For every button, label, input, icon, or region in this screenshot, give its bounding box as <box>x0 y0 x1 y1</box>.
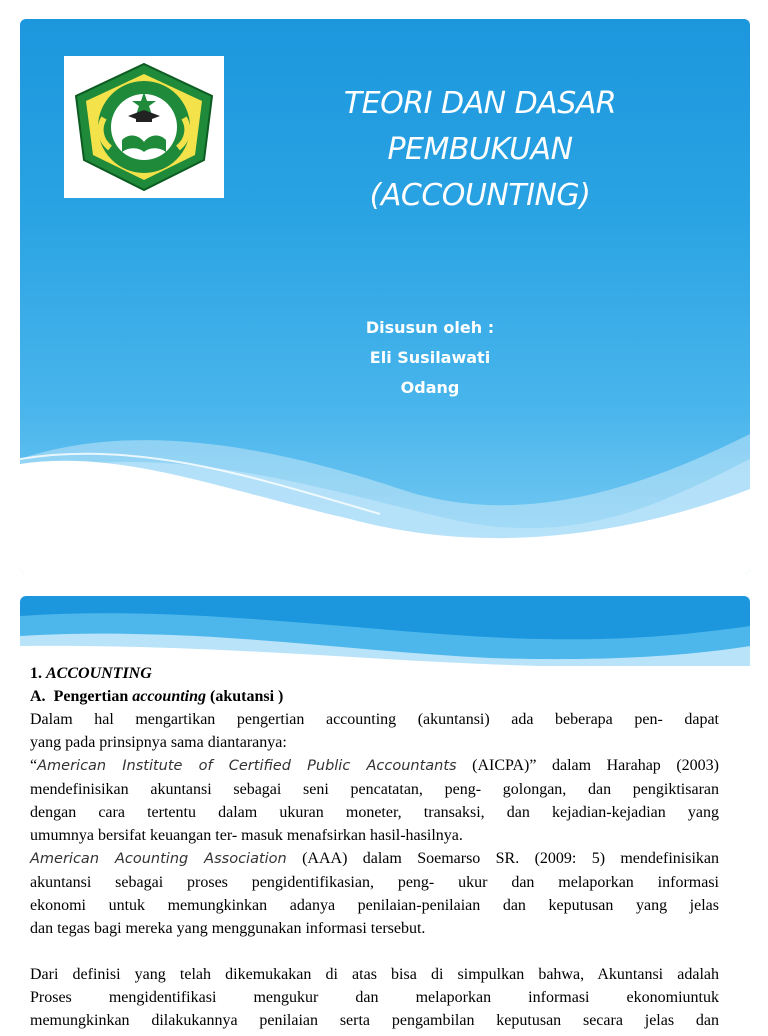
paragraph-line: memungkinkan dilakukannya penilaian serta pengambilan keputusan secara jelas dan <box>30 1012 719 1029</box>
paragraph-line: Dalam hal mengartikan pengertian accounting (akuntansi) ada beberapa pen- dapat <box>30 711 719 728</box>
paragraph-line: akuntansi sebagai proses pengidentifikasian, peng- ukur dan melaporkan informasi <box>30 874 719 891</box>
paragraph-line: dengan cara tertentu dalam ukuran moneter, transaksi, dan kejadian-kejadian yang <box>30 804 719 821</box>
title-slide <box>20 19 750 574</box>
college-seal-icon <box>64 56 224 198</box>
paragraph-line: mendefinisikan akuntansi sebagai seni pencatatan, peng- golongan, dan pengiktisaran <box>30 781 719 798</box>
paragraph-line: “American Institute of Certified Public Accountants (AICPA)” dalam Harahap (2003) <box>30 757 719 774</box>
college-logo <box>64 56 224 198</box>
section-number: 1. <box>30 665 42 682</box>
paragraph-line: umumnya bersifat keuangan ter- masuk menafsirkan hasil-hasilnya. <box>30 827 463 844</box>
paragraph-line: American Acounting Association (AAA) dalam Soemarso SR. (2009: 5) mendefinisikan <box>30 850 720 867</box>
paragraph-line: ekonomi untuk memungkinkan adanya penilaian-penilaian dan keputusan yang jelas <box>30 897 719 914</box>
section-title: ACCOUNTING <box>46 665 152 682</box>
author-label: Disusun oleh : <box>365 318 495 337</box>
author-name-2: Odang <box>400 378 460 397</box>
slide-body <box>30 662 719 1032</box>
section-heading <box>30 662 719 685</box>
paragraph-line: yang pada prinsipnya sama diantaranya: <box>30 734 287 751</box>
title-line-2: PEMBUKUAN <box>387 132 573 167</box>
paragraph-line: Dari definisi yang telah dikemukakan di atas bisa di simpulkan bahwa, Akuntansi adalah <box>30 966 719 983</box>
author-name-1: Eli Susilawati <box>369 348 491 367</box>
content-slide <box>20 596 750 1036</box>
presentation-title <box>320 81 640 219</box>
wave-header-decoration <box>20 596 750 666</box>
title-line-1: TEORI DAN DASAR <box>343 86 617 121</box>
aicpa-org-name: American Institute of Certified Public Accountants <box>37 758 457 774</box>
aaa-org-name: American Acounting Association <box>30 851 287 867</box>
paragraph-line: dan tegas bagi mereka yang menggunakan informasi tersebut. <box>30 920 426 937</box>
paragraph-line: Proses mengidentifikasi mengukur dan melaporkan informasi ekonomiuntuk <box>30 989 719 1006</box>
subsection-heading: A. Pengertian accounting (akutansi ) <box>30 688 284 705</box>
author-block <box>330 313 530 403</box>
title-line-3: (ACCOUNTING) <box>369 178 591 213</box>
